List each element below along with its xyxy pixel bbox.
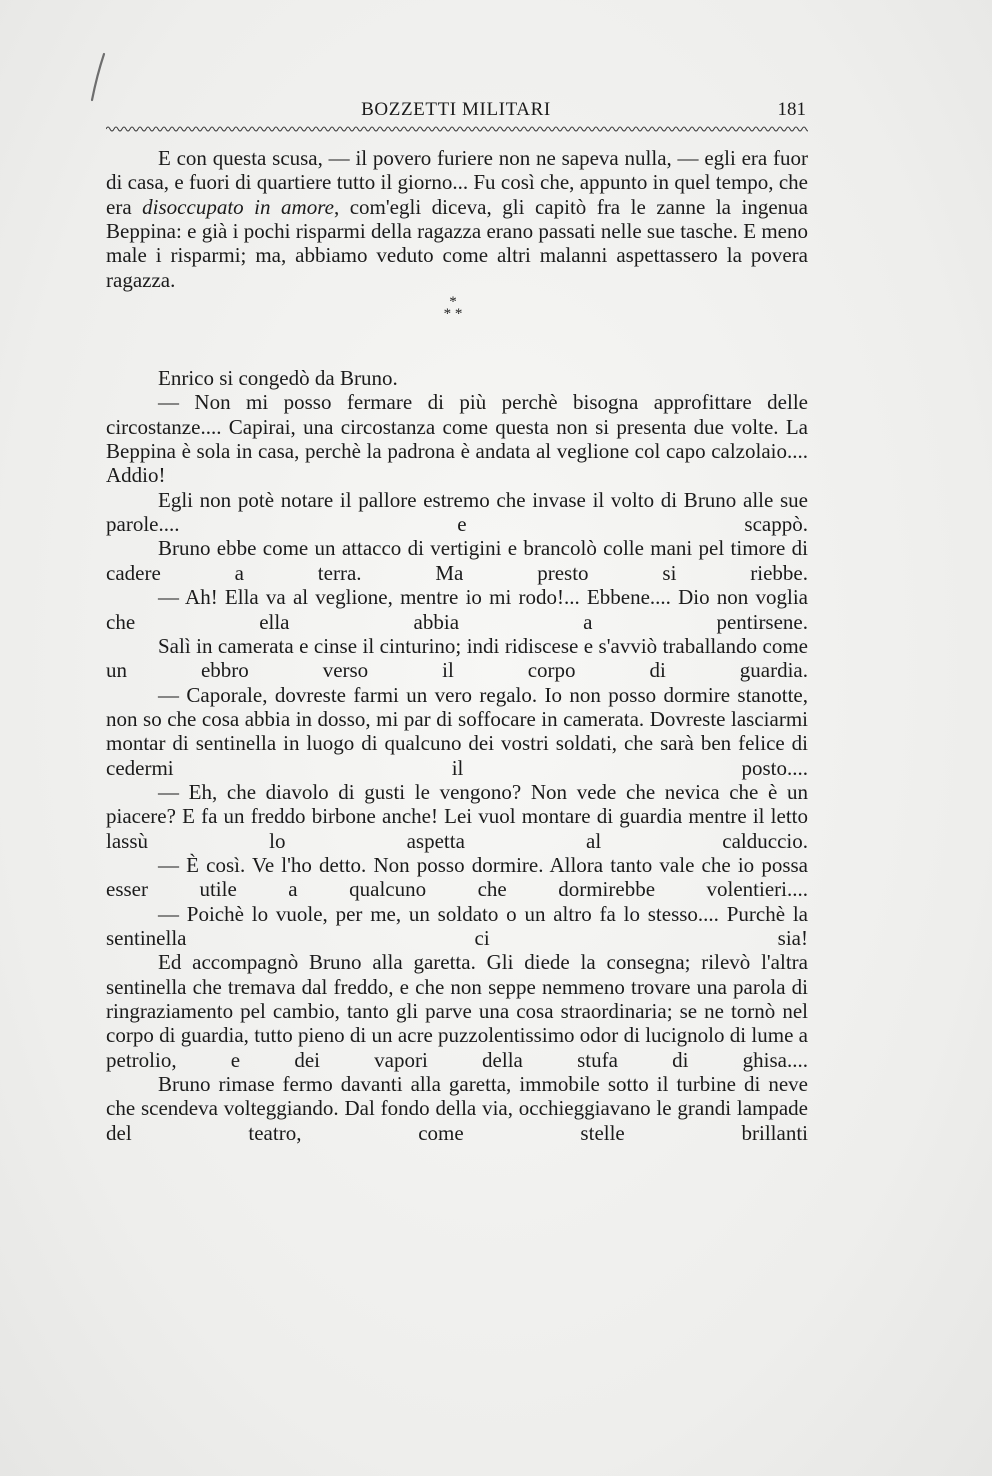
decorative-wavy-rule <box>106 124 808 134</box>
asterism-top: * <box>449 294 457 311</box>
pencil-mark <box>88 52 108 104</box>
paragraph-8: — Caporale, dovreste farmi un vero regalo. Io non posso dormire stanotte, non so che cosa abbia in dosso, mi par di soffocare in camerata. Dovreste lasciarmi montar di sentinella in luogo di qualcuno dei vostri soldati, che sarà ben felice di cedermi il posto.... <box>106 682 808 780</box>
paragraph-10: — È così. Ve l'ho detto. Non posso dormire. Allora tanto vale che io possa esser utile a qualcuno che dormirebbe volentieri.... <box>106 852 808 902</box>
paragraph-13: Bruno rimase fermo davanti alla garetta, immobile sotto il turbine di neve che scendeva volteggiando. Dal fondo della via, occhieggiavano le grandi lampade del teatro, come stelle brillanti <box>106 1072 808 1145</box>
text-body <box>106 146 808 1145</box>
paragraph-5: Bruno ebbe come un attacco di vertigini e brancolò colle mani pel timore di cadere a terra. Ma presto si riebbe. <box>106 536 808 585</box>
running-title: BOZZETTI MILITARI <box>361 99 551 120</box>
paragraph-3: — Non mi posso fermare di più perchè bisogna approfittare delle circostanze.... Capirai, una circostanza come questa non si presenta due volte. La Beppina è sola in casa, perchè la padrona è andata al veglione col capo calzolaio.... Addio! <box>106 390 808 488</box>
italic-phrase: disoccupato in amore <box>142 194 334 219</box>
page-number: 181 <box>777 99 806 120</box>
paragraph-1 <box>106 146 808 292</box>
asterism-bottom: * * <box>443 306 463 323</box>
paragraph-6: — Ah! Ella va al veglione, mentre io mi rodo!... Ebbene.... Dio non voglia che ella abbia a pentirsene. <box>106 585 808 634</box>
paragraph-7: Salì in camerata e cinse il cinturino; indi ridiscese e s'avviò traballando come un ebbro verso il corpo di guardia. <box>106 633 808 683</box>
section-separator <box>106 292 808 366</box>
paragraph-9: — Eh, che diavolo di gusti le vengono? Non vede che nevica che è un piacere? E fa un freddo birbone anche! Lei vuol montare di guardia mentre il letto lassù lo aspetta al calduccio. <box>106 779 808 853</box>
paragraph-2: Enrico si congedò da Bruno. <box>158 366 398 391</box>
asterism <box>436 294 470 323</box>
paragraph-text: E con questa scusa, — il povero furiere non ne sapeva nulla, — egli era fuor di casa, e fuori di quartiere tutto il giorno... Fu così che, appunto in quel tempo, che era disoccupato in amore, com'egli diceva, gli capitò fra le zanne la ingenua Beppina: e già i pochi risparmi della ragazza erano passati nelle sue tasche. E meno male i risparmi; ma, abbiamo veduto come altri malanni aspettassero la povera ragazza. <box>106 146 808 292</box>
paragraph-4: Egli non potè notare il pallore estremo che invase il volto di Bruno alle sue parole.... e scappò. <box>106 487 808 537</box>
paragraph-11: — Poichè lo vuole, per me, un soldato o un altro fa lo stesso.... Purchè la sentinella ci sia! <box>106 901 808 950</box>
paragraph-12: Ed accompagnò Bruno alla garetta. Gli diede la consegna; rilevò l'altra sentinella che tremava dal freddo, e che non seppe nemmeno trovare una parola di ringraziamento pel cambio, tanto gli parve una cosa straordinaria; se ne tornò nel corpo di guardia, tutto pieno di un acre puzzolentissimo odor di lucignolo di lume a petrolio, e dei vapori della stufa di ghisa.... <box>106 950 808 1072</box>
